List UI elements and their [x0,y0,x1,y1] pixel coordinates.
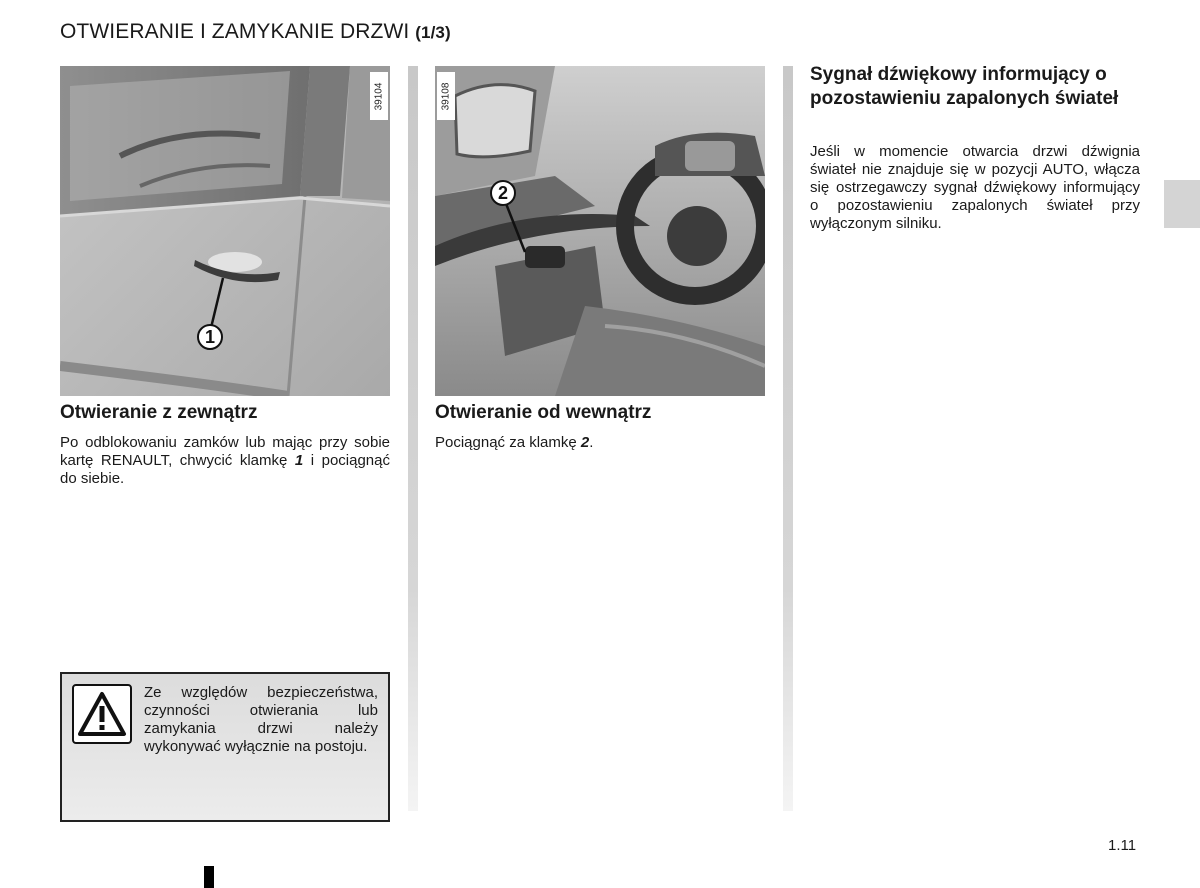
chapter-tab [1164,180,1200,228]
page-title-part: (1/3) [415,23,451,42]
paragraph-opening-inside: Pociągnąć za klamkę 2. [435,434,594,451]
safety-warning-text: Ze względów bezpieczeństwa, czynności otwierania lub zamykania drzwi należy wykonywać wyłącznie na postoju. [144,684,378,755]
paragraph-opening-outside: Po odblokowaniu zamków lub mając przy sobie kartę RENAULT, chwycić klamkę 1 i pociągnąć do siebie. [60,434,390,487]
page-title [60,20,451,44]
exterior-door-photo [60,66,390,396]
print-mark [204,866,214,888]
interior-door-illustration [435,66,765,396]
column-divider-right [783,66,793,811]
handle-reference: 1 [294,452,304,469]
column-divider-left [408,66,418,811]
callout-2: 2 [490,180,516,206]
page-number: 1.11 [1108,837,1137,854]
interior-door-photo [435,66,765,396]
photo-reference-code: 39104 [370,72,388,120]
exterior-door-illustration [60,66,390,396]
photo-reference-code: 39108 [437,72,455,120]
paragraph-lights-warning: Jeśli w momencie otwarcia drzwi dźwignia świateł nie znajduje się w pozycji AUTO, włącza się ostrzegawczy sygnał dźwiękowy informujący o pozostawieniu zapalonych świateł przy wyłączonym silniku. [810,143,1140,232]
safety-warning-box [60,672,390,822]
callout-1: 1 [197,324,223,350]
heading-opening-outside: Otwieranie z zewnątrz [60,402,258,423]
warning-triangle-icon [72,684,132,744]
handle-reference: 2 [580,434,590,451]
heading-lights-warning: Sygnał dźwiękowy informujący o pozostawieniu zapalonych świateł [810,64,1119,109]
heading-opening-inside: Otwieranie od wewnątrz [435,402,652,423]
page-title-text: OTWIERANIE I ZAMYKANIE DRZWI [60,20,410,43]
